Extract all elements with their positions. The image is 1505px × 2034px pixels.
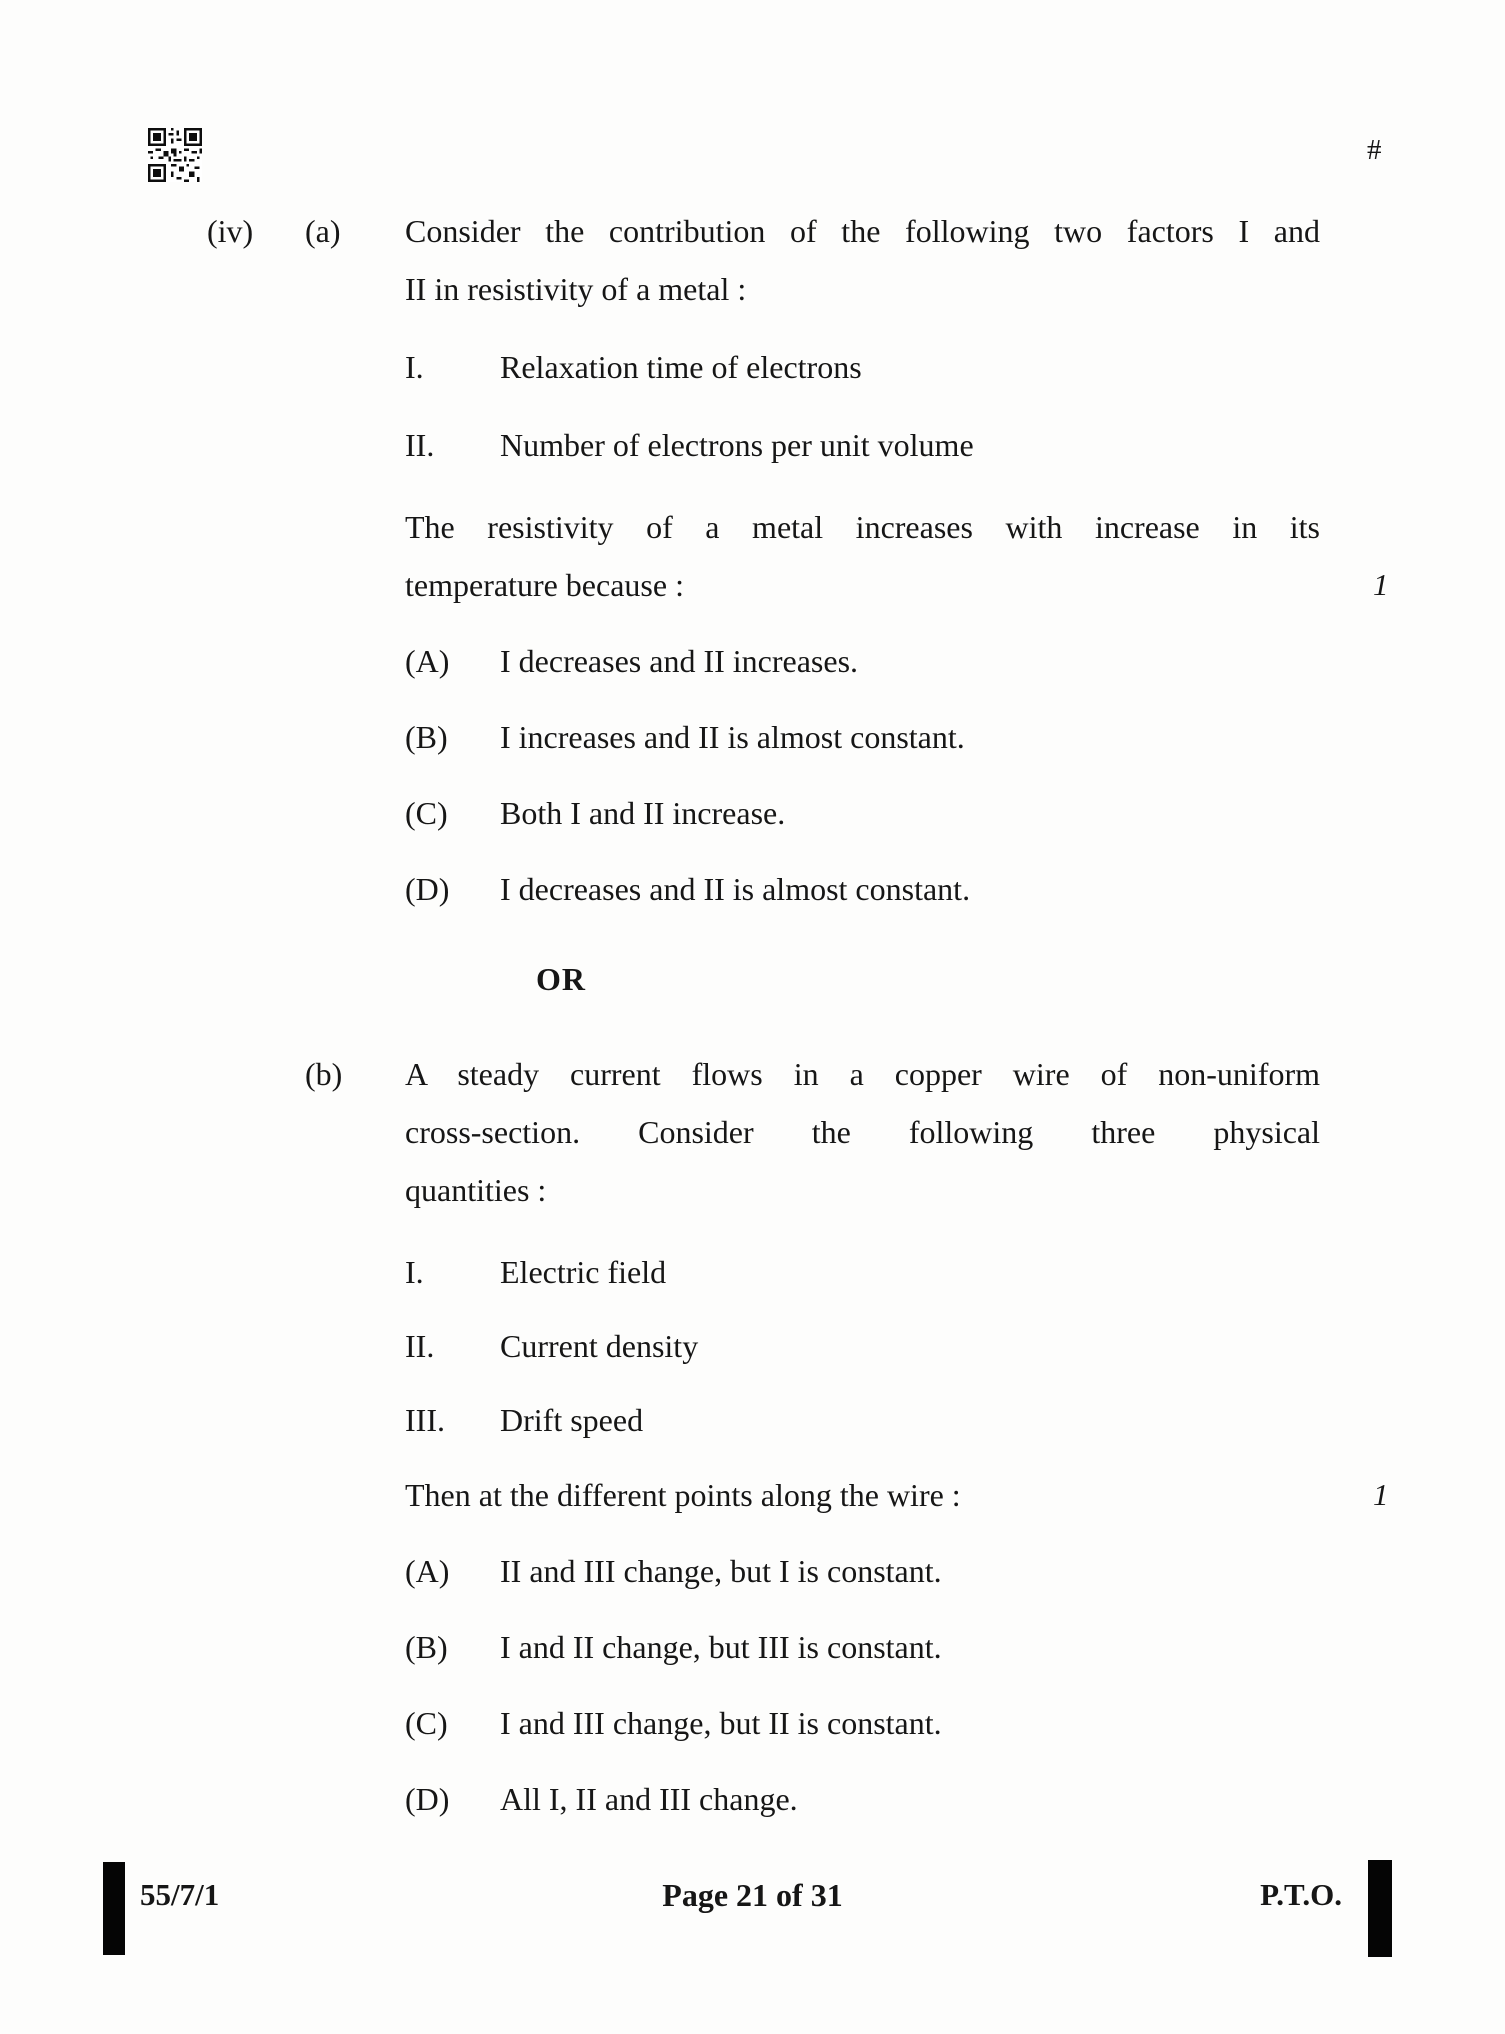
row-label: (B): [405, 719, 448, 755]
footer-right-bar: [1368, 1860, 1392, 1957]
row-label: (D): [405, 1781, 450, 1817]
row-label: I.: [405, 1254, 424, 1290]
part-b-label: (b): [305, 1056, 343, 1092]
row-text: Relaxation time of electrons: [500, 349, 862, 385]
row-text: Number of electrons per unit volume: [500, 427, 974, 463]
row-text: Drift speed: [500, 1402, 644, 1438]
question-number: (iv): [207, 213, 254, 249]
option-row: [405, 708, 1320, 766]
option-row: [405, 1694, 1320, 1752]
row-label: II.: [405, 1328, 435, 1364]
marks-value: 1: [1373, 1477, 1389, 1512]
part-b-stem: [405, 1466, 1389, 1524]
row-text: II and III change, but I is constant.: [500, 1553, 942, 1589]
row-label: (D): [405, 871, 450, 907]
row-text: All I, II and III change.: [500, 1781, 798, 1817]
pto-label: P.T.O.: [1260, 1877, 1342, 1912]
row-label: (A): [405, 643, 450, 679]
marks-value: 1: [1373, 567, 1389, 602]
row-label: III.: [405, 1402, 445, 1438]
quantity-item: [405, 1317, 1320, 1375]
qr-code-icon: [148, 128, 202, 182]
row-text: I decreases and II is almost constant.: [500, 871, 971, 907]
intro-line: cross-section. Consider the following three physical: [405, 1114, 1320, 1150]
row-text: Both I and II increase.: [500, 795, 786, 831]
stem-line: The resistivity of a metal increases with increase in its: [405, 509, 1320, 545]
row-text: I decreases and II increases.: [500, 643, 859, 679]
stem-line: temperature because :: [405, 567, 684, 603]
paper-code: 55/7/1: [140, 1877, 220, 1912]
row-label: (A): [405, 1553, 450, 1589]
page-indicator: Page 21 of 31: [662, 1877, 843, 1913]
intro-line: Consider the contribution of the following two factors I and: [405, 213, 1320, 249]
option-row: [405, 1542, 1320, 1600]
question-block: [207, 202, 1392, 1828]
part-b-quantity-list: [405, 1243, 1320, 1449]
or-divider: OR: [536, 961, 586, 997]
part-a-options: [405, 632, 1320, 918]
stem-line: Then at the different points along the wire :: [405, 1477, 961, 1513]
corner-hash-mark: #: [1367, 134, 1382, 166]
part-a-label: (a): [305, 213, 341, 249]
part-a-intro: [405, 202, 1320, 318]
part-b-options: [405, 1542, 1320, 1828]
intro-line: II in resistivity of a metal :: [405, 271, 747, 307]
option-row: [405, 632, 1320, 690]
option-row: [405, 1770, 1320, 1828]
option-row: [405, 860, 1320, 918]
question-part-b: [305, 1045, 1389, 1828]
row-text: I and III change, but II is constant.: [500, 1705, 942, 1741]
row-label: II.: [405, 427, 435, 463]
row-text: I increases and II is almost constant.: [500, 719, 965, 755]
row-text: Electric field: [500, 1254, 667, 1290]
row-text: Current density: [500, 1328, 699, 1364]
factor-item: [405, 416, 1320, 474]
part-a-stem: [405, 498, 1389, 614]
quantity-item: [405, 1391, 1320, 1449]
part-b-intro: [405, 1045, 1320, 1219]
factor-item: [405, 338, 1320, 396]
quantity-item: [405, 1243, 1320, 1301]
row-label: (C): [405, 795, 448, 831]
intro-line: A steady current flows in a copper wire of non-uniform: [405, 1056, 1320, 1092]
option-row: [405, 1618, 1320, 1676]
question-part-a: [207, 202, 1389, 918]
part-a-factor-list: [405, 338, 1320, 474]
row-label: I.: [405, 349, 424, 385]
intro-line: quantities :: [405, 1172, 547, 1208]
row-label: (B): [405, 1629, 448, 1665]
row-text: I and II change, but III is constant.: [500, 1629, 942, 1665]
option-row: [405, 784, 1320, 842]
row-label: (C): [405, 1705, 448, 1741]
